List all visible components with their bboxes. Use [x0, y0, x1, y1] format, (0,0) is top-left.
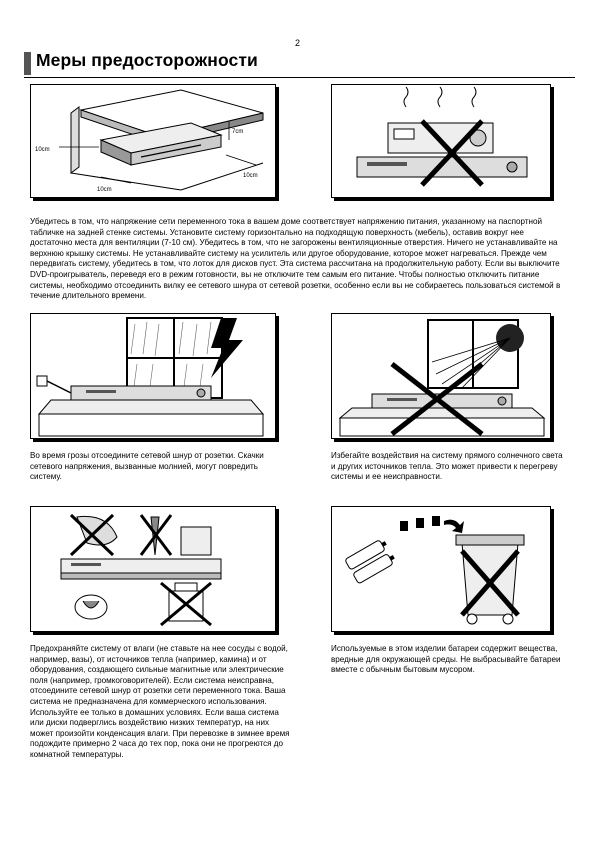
- title-accent-bar: [24, 52, 31, 75]
- intro-paragraph: Убедитесь в том, что напряжение сети переменного тока в вашем доме соответствует напряжению питания, указанному на паспортной табличке на задней стенке системы. Установите систему горизонтально на подходящую поверхность (мебель), оставив вокруг нее достаточно места для вентиляции (7-10 см). Убедитесь в том, что не загорожены вентиляционные отверстия. Ничего не устанавливайте на верхнюю крышку системы. Не устанавливайте систему на усилитель или другое оборудование, которое может нагреваться. Прежде чем передвигать систему, убедитесь в том, что лоток для дисков пуст. Эта система рассчитана на продолжительную работу. Если вы выключите DVD-проигрыватель, переведя его в режим готовности, вы не отключите тем самым его питание. Чтобы полностью отключить питание системы, необходимо отсоединить вилку ее сетевого шнура от сетевой розетки, особенно если вы не собираетесь пользоваться системой в течение длительного времени.: [30, 217, 561, 301]
- figure-thunderstorm: [30, 313, 276, 439]
- batteries-paragraph: Используемые в этом изделии батареи содержит вещества, вредные для окружающей среды. Не выбрасывайте батареи вместе с обычным бытовым мусором.: [331, 644, 561, 675]
- label-left: 10cm: [35, 147, 50, 153]
- sunlight-illustration: [332, 314, 550, 438]
- thunderstorm-illustration: [31, 314, 275, 438]
- moisture-illustration: [31, 507, 275, 631]
- storm-paragraph: Во время грозы отсоедините сетевой шнур от розетки. Скачки сетевого напряжения, вызванные молнией, могут повредить систему.: [30, 451, 264, 482]
- figure-moisture: [30, 506, 276, 632]
- figure-ventilation: [30, 84, 276, 198]
- title-rule: [24, 77, 575, 78]
- label-top: 7cm: [232, 129, 244, 135]
- no-stacking-illustration: [332, 85, 550, 197]
- label-right: 10cm: [243, 173, 258, 179]
- ventilation-illustration: [31, 85, 275, 197]
- batteries-illustration: [332, 507, 550, 631]
- figure-no-stacking: [331, 84, 551, 198]
- page-number: 2: [295, 38, 301, 48]
- figure-batteries: [331, 506, 551, 632]
- moisture-paragraph: Предохраняйте систему от влаги (не ставьте на нее сосуды с водой, например, вазы), от источников тепла (например, камина) и от оборудования, создающего сильные магнитные или электрические поля (например, громкоговорителей). Если система неисправна, отсоедините сетевой шнур от розетки сети переменного тока. Ваша система не предназначена для коммерческого использования. Используйте ее только в домашних условиях. Если ваша система или диски подверглись воздействию низких температур, на них может произойти конденсация влаги. При перевозке в зимнее время подождите примерно 2 часа до тех пор, пока они не прогреются до комнатной температуры.: [30, 644, 290, 759]
- label-front: 10cm: [97, 187, 112, 193]
- figure-sunlight: [331, 313, 551, 439]
- sunlight-paragraph: Избегайте воздействия на систему прямого солнечного света и других источников тепла. Это может привести к перегреву системы и ее неисправности.: [331, 451, 563, 482]
- page-title: Меры предосторожности: [36, 50, 258, 70]
